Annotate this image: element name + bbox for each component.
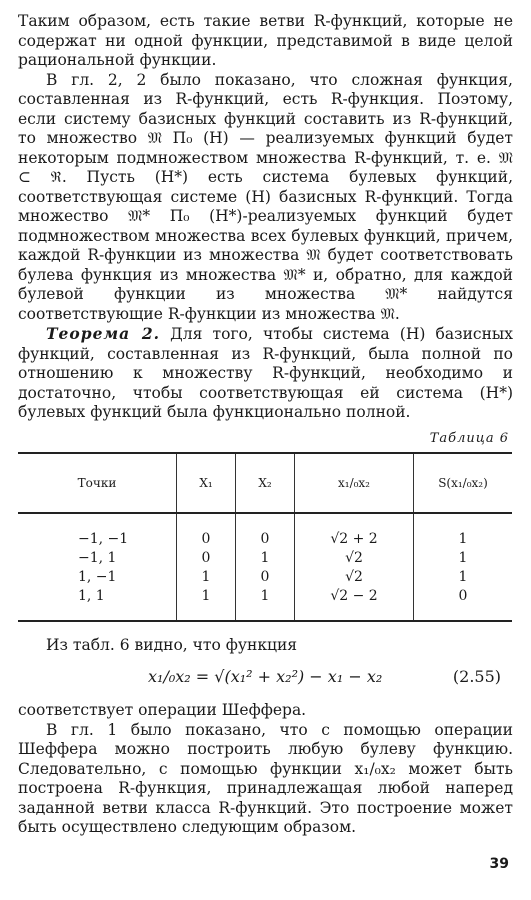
paragraph-construction: В гл. 1 было показано, что с помощью операции Шеффера можно построить любую булеву функцию. Следовательно, с помощью функции x₁/₀x₂ может быть построена R-функция, принадлежащая любой наперед заданной ветви класса R-функций. Это построение может быть осуществлено следующим образом. [18, 720, 513, 836]
table-caption: Таблица 6 [429, 430, 509, 446]
cell-s: 1 [414, 513, 513, 549]
paragraph-1: Таким образом, есть такие ветви R-функций, которые не содержат ни одной функции, представимой в виде целой рациональной функции. [18, 12, 513, 69]
cell-s: 0 [414, 587, 513, 621]
header-function: x₁/₀x₂ [295, 453, 414, 513]
theorem-label: Теорема 2. [46, 324, 161, 343]
table-row [18, 568, 512, 587]
header-x2: X₂ [236, 453, 295, 513]
table-header-row [18, 453, 512, 513]
cell-s: 1 [414, 549, 513, 568]
cell-function: √2 + 2 [295, 513, 414, 549]
theorem-text: Для того, чтобы система (H) базисных функций, составленная из R-функций, была полной по отношению к множеству R-функций, необходимо и достаточно, чтобы соответствующая ей система (H*) булевых функций была функционально полной. [18, 325, 513, 421]
formula-2-55 [18, 659, 513, 695]
cell-function: √2 [295, 568, 414, 587]
cell-points: −1, −1 [78, 530, 129, 547]
header-x1: X₁ [177, 453, 236, 513]
table-row [18, 513, 512, 549]
cell-x2: 0 [236, 513, 295, 549]
formula-expression: x₁/₀x₂ = √(x₁² + x₂²) − x₁ − x₂ [148, 667, 383, 686]
paragraph-2: В гл. 2, 2 было показано, что сложная функция, составленная из R-функций, есть R-функция. Поэтому, если систему базисных функций составить из R-функций, то множество 𝔐 Π₀ (H) — реализуемых функций будет некоторым подмножеством множества R-функций, т. е. 𝔐 ⊂ ℜ. Пусть (H*) есть система булевых функций, соответствующая системе (H) базисных R-функций. Тогда множество 𝔐* Π₀ (H*)-реализуемых функций будет подмножеством множества всех булевых функций, причем, каждой R-функции из множества 𝔐 будет соответствовать булева функция из множества 𝔐* и, обратно, для каждой булевой функции из множества 𝔐* найдутся соответствующие R-функции из множества 𝔐. [18, 70, 513, 323]
cell-x1: 1 [177, 568, 236, 587]
header-points: Точки [18, 453, 177, 513]
cell-points: 1, 1 [18, 587, 177, 621]
table-row [18, 549, 512, 568]
paragraph-sheffer: соответствует операции Шеффера. [18, 701, 307, 719]
cell-function: √2 [295, 549, 414, 568]
cell-x1: 0 [177, 549, 236, 568]
cell-x2: 1 [236, 549, 295, 568]
cell-x2: 1 [236, 587, 295, 621]
table-row [18, 587, 512, 621]
cell-s: 1 [414, 568, 513, 587]
theorem-paragraph [18, 324, 513, 423]
formula-intro: Из табл. 6 видно, что функция [46, 635, 298, 654]
table-6 [18, 452, 512, 622]
header-s: S(x₁/₀x₂) [414, 453, 513, 513]
cell-points: 1, −1 [78, 568, 117, 585]
cell-function: √2 − 2 [295, 587, 414, 621]
equation-number: (2.55) [452, 667, 501, 686]
cell-points: −1, 1 [78, 549, 117, 566]
cell-x1: 1 [177, 587, 236, 621]
cell-x2: 0 [236, 568, 295, 587]
cell-x1: 0 [177, 513, 236, 549]
page-number: 39 [489, 856, 509, 872]
